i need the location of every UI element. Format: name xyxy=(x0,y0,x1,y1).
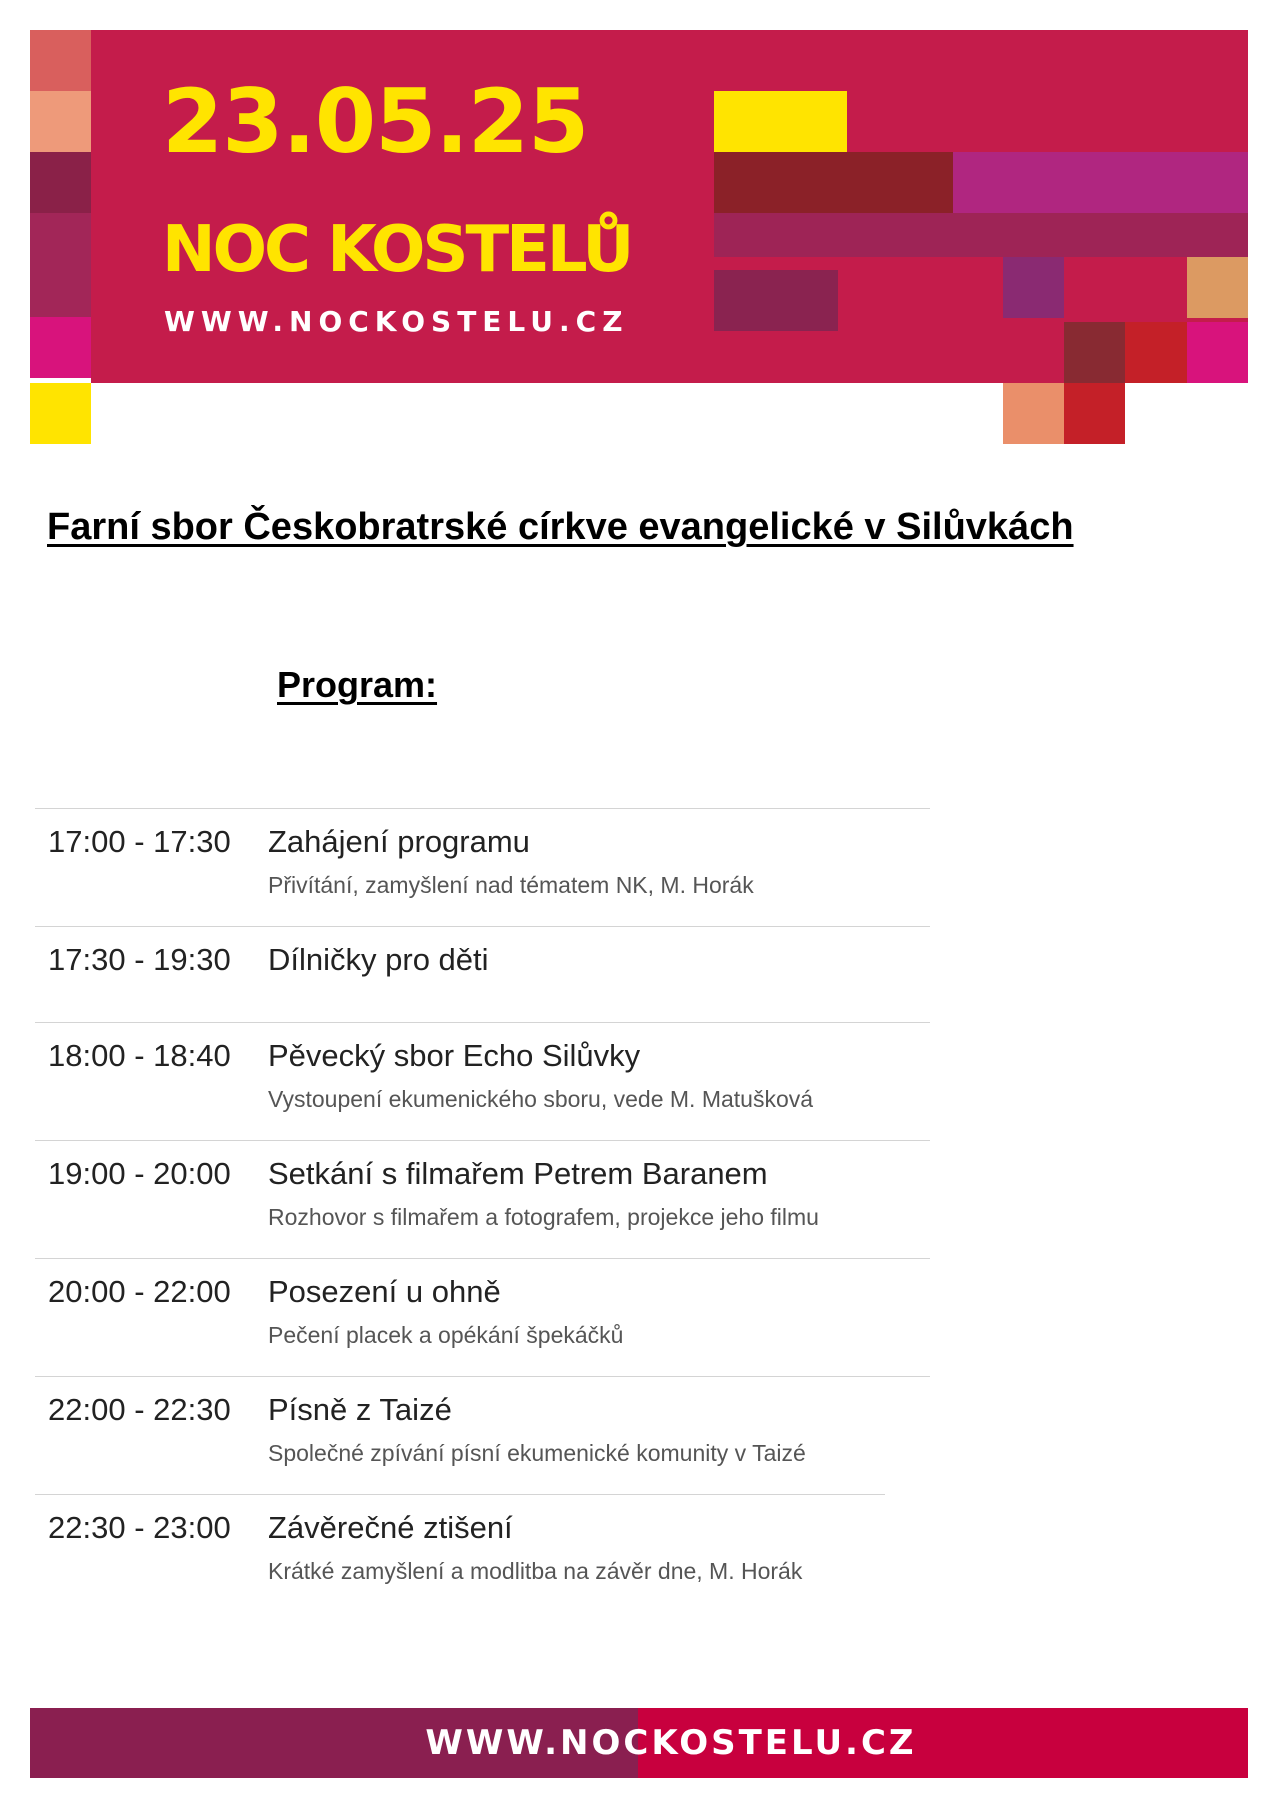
schedule-time: 22:00 - 22:30 xyxy=(48,1392,231,1427)
schedule-title: Pěvecký sbor Echo Silůvky xyxy=(268,1038,641,1073)
banner-tile xyxy=(30,383,91,444)
schedule-time: 17:30 - 19:30 xyxy=(48,942,231,977)
banner-tile xyxy=(714,270,838,331)
program-label: Program: xyxy=(277,664,438,705)
banner-tile xyxy=(1003,383,1064,444)
banner-title: NOC KOSTELŮ xyxy=(162,213,632,287)
schedule-row xyxy=(35,1494,930,1612)
banner-tile xyxy=(1064,383,1125,444)
banner-tile xyxy=(30,152,91,213)
schedule-title: Závěrečné ztišení xyxy=(268,1510,513,1545)
banner-tile xyxy=(30,317,91,378)
banner-tile xyxy=(1187,322,1248,383)
schedule-desc: Přivítání, zamyšlení nad tématem NK, M. Horák xyxy=(268,872,754,898)
schedule-title: Dílničky pro děti xyxy=(268,942,489,977)
banner-tile xyxy=(30,30,91,91)
schedule-time: 20:00 - 22:00 xyxy=(48,1274,231,1309)
banner-tile xyxy=(1003,257,1064,318)
footer-banner xyxy=(30,1708,1248,1778)
schedule-desc: Krátké zamyšlení a modlitba na závěr dne, M. Horák xyxy=(268,1558,803,1584)
schedule-desc: Rozhovor s filmařem a fotografem, projekce jeho filmu xyxy=(268,1204,819,1230)
banner-tile xyxy=(714,152,953,213)
schedule-time: 19:00 - 20:00 xyxy=(48,1156,231,1191)
schedule-time: 22:30 - 23:00 xyxy=(48,1510,231,1545)
schedule-title: Setkání s filmařem Petrem Baranem xyxy=(268,1156,768,1191)
banner-tile xyxy=(1187,257,1248,318)
schedule-time: 17:00 - 17:30 xyxy=(48,824,231,859)
schedule-title: Písně z Taizé xyxy=(268,1392,452,1427)
schedule-row xyxy=(35,808,930,926)
schedule-desc: Vystoupení ekumenického sboru, vede M. Matušková xyxy=(268,1086,814,1112)
schedule-desc: Pečení placek a opékání špekáčků xyxy=(268,1322,624,1348)
banner-tile xyxy=(714,91,847,152)
page-heading: Farní sbor Českobratrské církve evangelické v Silůvkách xyxy=(47,506,1074,548)
schedule-row xyxy=(35,1140,930,1258)
banner-url: WWW.NOCKOSTELU.CZ xyxy=(164,305,629,338)
schedule-time: 18:00 - 18:40 xyxy=(48,1038,231,1073)
banner-tile xyxy=(1064,322,1125,383)
event-banner xyxy=(30,30,1248,444)
schedule-title: Zahájení programu xyxy=(268,824,530,859)
banner-tile xyxy=(30,91,91,152)
footer-url: WWW.NOCKOSTELU.CZ xyxy=(425,1723,917,1763)
banner-date: 23.05.25 xyxy=(162,70,589,173)
schedule-desc: Společné zpívání písní ekumenické komunity v Taizé xyxy=(268,1440,806,1466)
schedule-row xyxy=(35,1258,930,1376)
banner-tile xyxy=(953,152,1248,213)
banner-tile xyxy=(30,213,91,317)
schedule-title: Posezení u ohně xyxy=(268,1274,501,1309)
banner-tile xyxy=(714,213,1248,257)
banner-tile xyxy=(1125,322,1187,383)
schedule-row xyxy=(35,1022,930,1140)
schedule-row xyxy=(35,1376,930,1494)
